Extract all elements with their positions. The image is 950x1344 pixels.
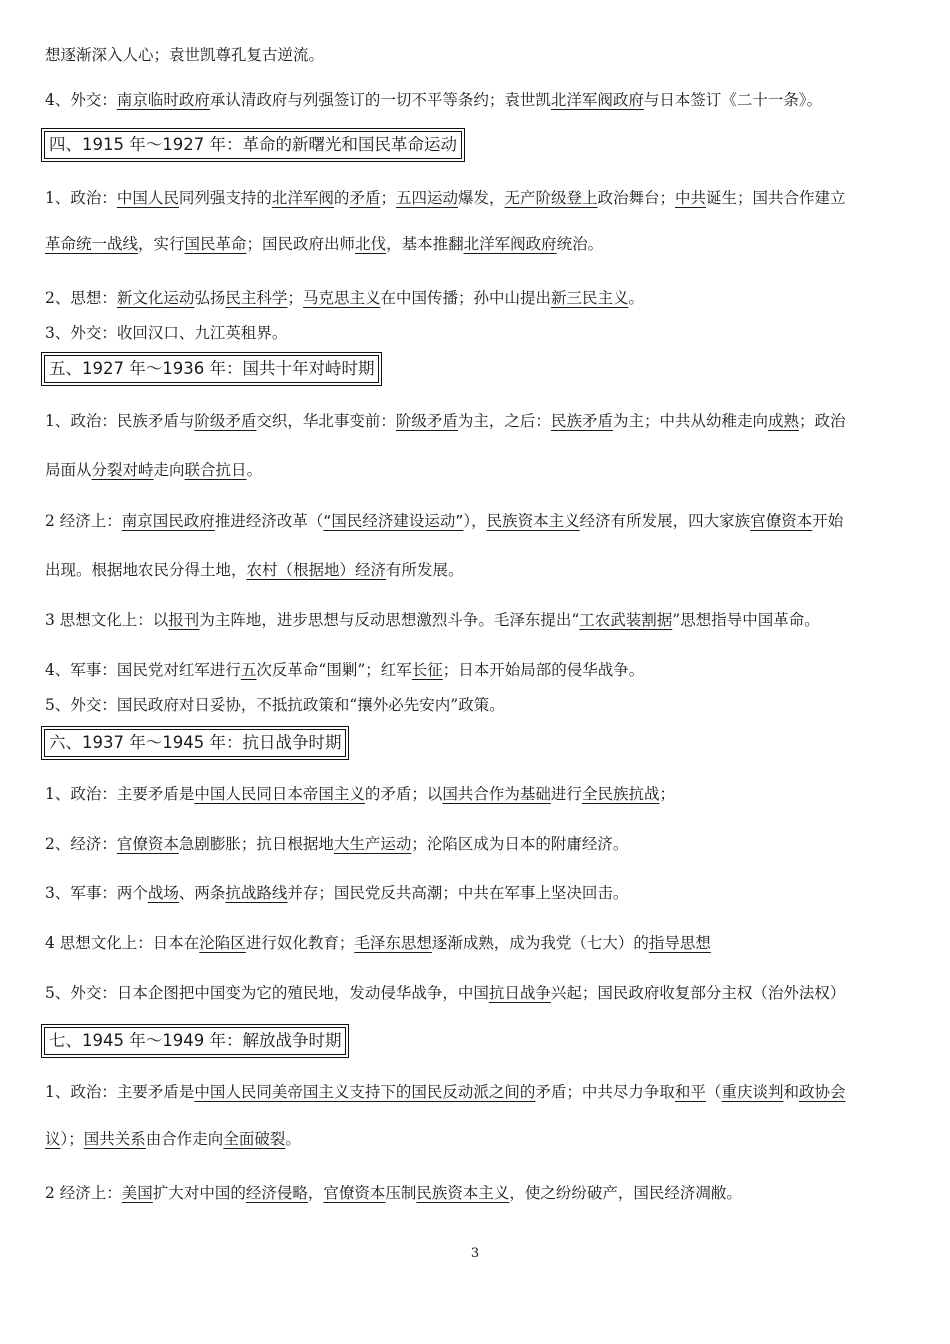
text-line — [45, 657, 910, 683]
text-segment: ； — [659, 785, 675, 803]
key-term: 成熟 — [767, 412, 799, 430]
text-segment: 有所发展。 — [386, 561, 464, 579]
key-term: 战场 — [147, 884, 179, 902]
text-segment: 。 — [628, 289, 644, 307]
key-term: 北伐 — [355, 235, 387, 253]
text-segment: ；沦陷区成为日本的附庸经济。 — [411, 835, 629, 853]
key-term: 革命统一战线 — [45, 235, 139, 253]
section-heading: 六、1937 年～1945 年：抗日战争时期 — [44, 729, 346, 757]
key-term: 长征 — [411, 661, 443, 679]
text-segment: 扩大对中国的 — [152, 1184, 246, 1202]
text-line — [45, 557, 910, 583]
text-segment: 为主；中共从幼稚走向 — [612, 412, 768, 430]
text-line — [45, 831, 910, 857]
key-term: 政协会 — [798, 1083, 846, 1101]
text-segment: 。 — [285, 1130, 301, 1148]
key-term: 联合抗日 — [184, 461, 247, 479]
text-segment: ，实行 — [138, 235, 185, 253]
key-term: 指导思想 — [648, 934, 711, 952]
key-term: 美国 — [121, 1184, 153, 1202]
key-term: 中国人民同日本帝国主义 — [194, 785, 365, 803]
text-line — [45, 1126, 910, 1152]
text-line — [45, 231, 910, 257]
key-term: 马克思主义 — [302, 289, 381, 307]
text-segment: 诞生；国共合作建立 — [706, 189, 846, 207]
key-term: 中共 — [675, 189, 707, 207]
text-segment: 统治。 — [556, 235, 604, 253]
text-segment: 开始 — [812, 512, 844, 530]
text-segment: ）； — [60, 1130, 84, 1148]
key-term: 五 — [240, 661, 257, 679]
text-segment: 4、外交： — [45, 91, 117, 109]
section-heading: 五、1927 年～1936 年：国共十年对峙时期 — [44, 355, 379, 383]
text-line — [45, 185, 910, 211]
key-term: 中国人民 — [116, 189, 179, 207]
text-segment: 逐渐成熟，成为我党（七大）的 — [431, 934, 649, 952]
text-segment: ； — [287, 289, 303, 307]
text-segment: 由合作走向 — [145, 1130, 224, 1148]
page-number: 3 — [470, 1246, 480, 1261]
text-line — [45, 1079, 910, 1105]
text-segment: 为主阵地，进步思想与反动思想激烈斗争。毛泽东提出“ — [199, 611, 580, 629]
text-segment: 1、政治： — [45, 189, 117, 207]
key-term: 毛泽东思想 — [354, 934, 432, 952]
key-term: “国民经济建设运动” — [323, 512, 464, 530]
key-term: 大生产运动 — [333, 835, 412, 853]
key-term: 北洋军阀政府 — [463, 235, 557, 253]
text-segment: 压制 — [385, 1184, 417, 1202]
text-segment: 矛盾；中共尽力争取 — [535, 1083, 675, 1101]
text-segment: 5、外交：国民政府对日妥协，不抵抗政策和“攘外必先安内”政策。 — [45, 696, 505, 714]
text-line — [45, 980, 910, 1006]
text-segment: ；日本开始局部的侵华战争。 — [442, 661, 645, 679]
text-line — [45, 607, 910, 633]
key-term: 工农武装割据 — [579, 611, 673, 629]
key-term: 无产阶级登上 — [504, 189, 598, 207]
text-segment: 走向 — [153, 461, 185, 479]
text-segment: 2、思想： — [45, 289, 117, 307]
text-segment: （ — [705, 1083, 722, 1101]
text-segment: 兴起；国民政府收复部分主权（治外法权） — [550, 984, 846, 1002]
text-segment: 推进经济改革（ — [214, 512, 324, 530]
key-term: 国共关系 — [83, 1130, 146, 1148]
text-segment: 承认清政府与列强签订的一切不平等条约；袁世凯 — [209, 91, 551, 109]
text-line — [45, 87, 910, 113]
key-term: 阶级矛盾 — [194, 412, 257, 430]
text-segment: 交织，华北事变前： — [256, 412, 396, 430]
key-term: 民族资本主义 — [416, 1184, 510, 1202]
section-heading: 七、1945 年～1949 年：解放战争时期 — [44, 1027, 346, 1055]
text-segment: 、两条 — [178, 884, 226, 902]
text-line — [45, 508, 910, 534]
text-segment: 同列强支持的 — [178, 189, 272, 207]
key-term: 南京临时政府 — [116, 91, 210, 109]
text-segment: 3、军事：两个 — [45, 884, 148, 902]
text-segment: 2 经济上： — [45, 512, 122, 530]
text-segment: 与日本签订《二十一条》。 — [643, 91, 823, 109]
text-segment: 局面从 — [45, 461, 92, 479]
text-segment: 并存；国民党反共高潮；中共在军事上坚决回击。 — [287, 884, 629, 902]
key-term: 新三民主义 — [550, 289, 629, 307]
text-segment: ， — [307, 1184, 324, 1202]
text-segment: 政治舞台； — [597, 189, 676, 207]
key-term: 经济侵略 — [245, 1184, 308, 1202]
key-term: 和平 — [674, 1083, 706, 1101]
text-segment: ”思想指导中国革命。 — [672, 611, 820, 629]
text-segment: ，基本推翻 — [386, 235, 464, 253]
key-term: 南京国民政府 — [121, 512, 215, 530]
text-segment: 4、军事：国民党对红军进行 — [45, 661, 241, 679]
key-term: 沦陷区 — [199, 934, 246, 952]
text-segment: 次反革命“围剿”；红军 — [256, 661, 412, 679]
key-term: 民族资本主义 — [486, 512, 580, 530]
key-term: 重庆谈判 — [721, 1083, 784, 1101]
text-line — [45, 42, 910, 68]
text-segment: 急剧膨胀；抗日根据地 — [178, 835, 334, 853]
key-term: 官僚资本 — [323, 1184, 386, 1202]
key-term: 北洋军阀 — [271, 189, 334, 207]
text-segment: 为主，之后： — [457, 412, 551, 430]
text-segment: 1、政治：主要矛盾是 — [45, 1083, 195, 1101]
text-line — [45, 930, 910, 956]
text-segment: ，使之纷纷破产，国民经济凋敝。 — [509, 1184, 742, 1202]
text-line — [45, 457, 910, 483]
text-segment: 3 思想文化上：以 — [45, 611, 169, 629]
key-term: 国民革命 — [184, 235, 247, 253]
key-term: 官僚资本 — [116, 835, 179, 853]
text-segment: 1、政治：主要矛盾是 — [45, 785, 195, 803]
text-line — [45, 320, 910, 346]
key-term: 五四运动 — [395, 189, 458, 207]
key-term: 国共合作为基础 — [442, 785, 551, 803]
text-segment: 出现。根据地农民分得土地， — [45, 561, 247, 579]
key-term: 议 — [45, 1130, 61, 1148]
key-term: 民族矛盾 — [550, 412, 613, 430]
key-term: 中国人民同美帝国主义支持下的国民反动派之间的 — [194, 1083, 536, 1101]
text-line — [45, 285, 910, 311]
text-segment: 5、外交：日本企图把中国变为它的殖民地，发动侵华战争，中国 — [45, 984, 489, 1002]
text-line — [45, 1180, 910, 1206]
text-line — [45, 408, 910, 434]
text-segment: ； — [380, 189, 396, 207]
key-term: 抗日战争 — [488, 984, 551, 1002]
text-segment: 4 思想文化上：日本在 — [45, 934, 200, 952]
text-line — [45, 880, 910, 906]
text-segment: ；政治 — [798, 412, 846, 430]
text-segment: 爆发， — [457, 189, 505, 207]
key-term: 分裂对峙 — [91, 461, 154, 479]
key-term: 全面破裂 — [223, 1130, 286, 1148]
key-term: 北洋军阀政府 — [550, 91, 644, 109]
text-segment: 。 — [246, 461, 263, 479]
text-segment: 进行 — [550, 785, 582, 803]
key-term: 抗战路线 — [225, 884, 288, 902]
key-term: 全民族抗战 — [581, 785, 660, 803]
text-segment: 3、外交：收回汉口、九江英租界。 — [45, 324, 288, 342]
text-line — [45, 781, 910, 807]
text-segment: 进行奴化教育； — [245, 934, 355, 952]
key-term: 民主科学 — [225, 289, 288, 307]
key-term: 农村（根据地）经济 — [246, 561, 387, 579]
text-line — [45, 692, 910, 718]
text-segment: 1、政治：民族矛盾与 — [45, 412, 195, 430]
text-segment: ）， — [463, 512, 487, 530]
text-segment: 和 — [783, 1083, 799, 1101]
section-heading: 四、1915 年～1927 年：革命的新曙光和国民革命运动 — [44, 131, 462, 159]
text-segment: 的 — [333, 189, 350, 207]
key-term: 阶级矛盾 — [395, 412, 458, 430]
key-term: 新文化运动 — [116, 289, 195, 307]
text-segment: 2、经济： — [45, 835, 117, 853]
text-segment: 想逐渐深入人心；袁世凯尊孔复古逆流。 — [45, 46, 325, 64]
text-segment: 经济有所发展，四大家族 — [579, 512, 751, 530]
key-term: 矛盾 — [349, 189, 381, 207]
text-segment: ；国民政府出师 — [246, 235, 356, 253]
text-segment: 的矛盾；以 — [364, 785, 443, 803]
text-segment: 弘扬 — [194, 289, 226, 307]
key-term: 官僚资本 — [750, 512, 813, 530]
key-term: 报刊 — [168, 611, 200, 629]
text-segment: 2 经济上： — [45, 1184, 122, 1202]
text-segment: 在中国传播；孙中山提出 — [380, 289, 551, 307]
